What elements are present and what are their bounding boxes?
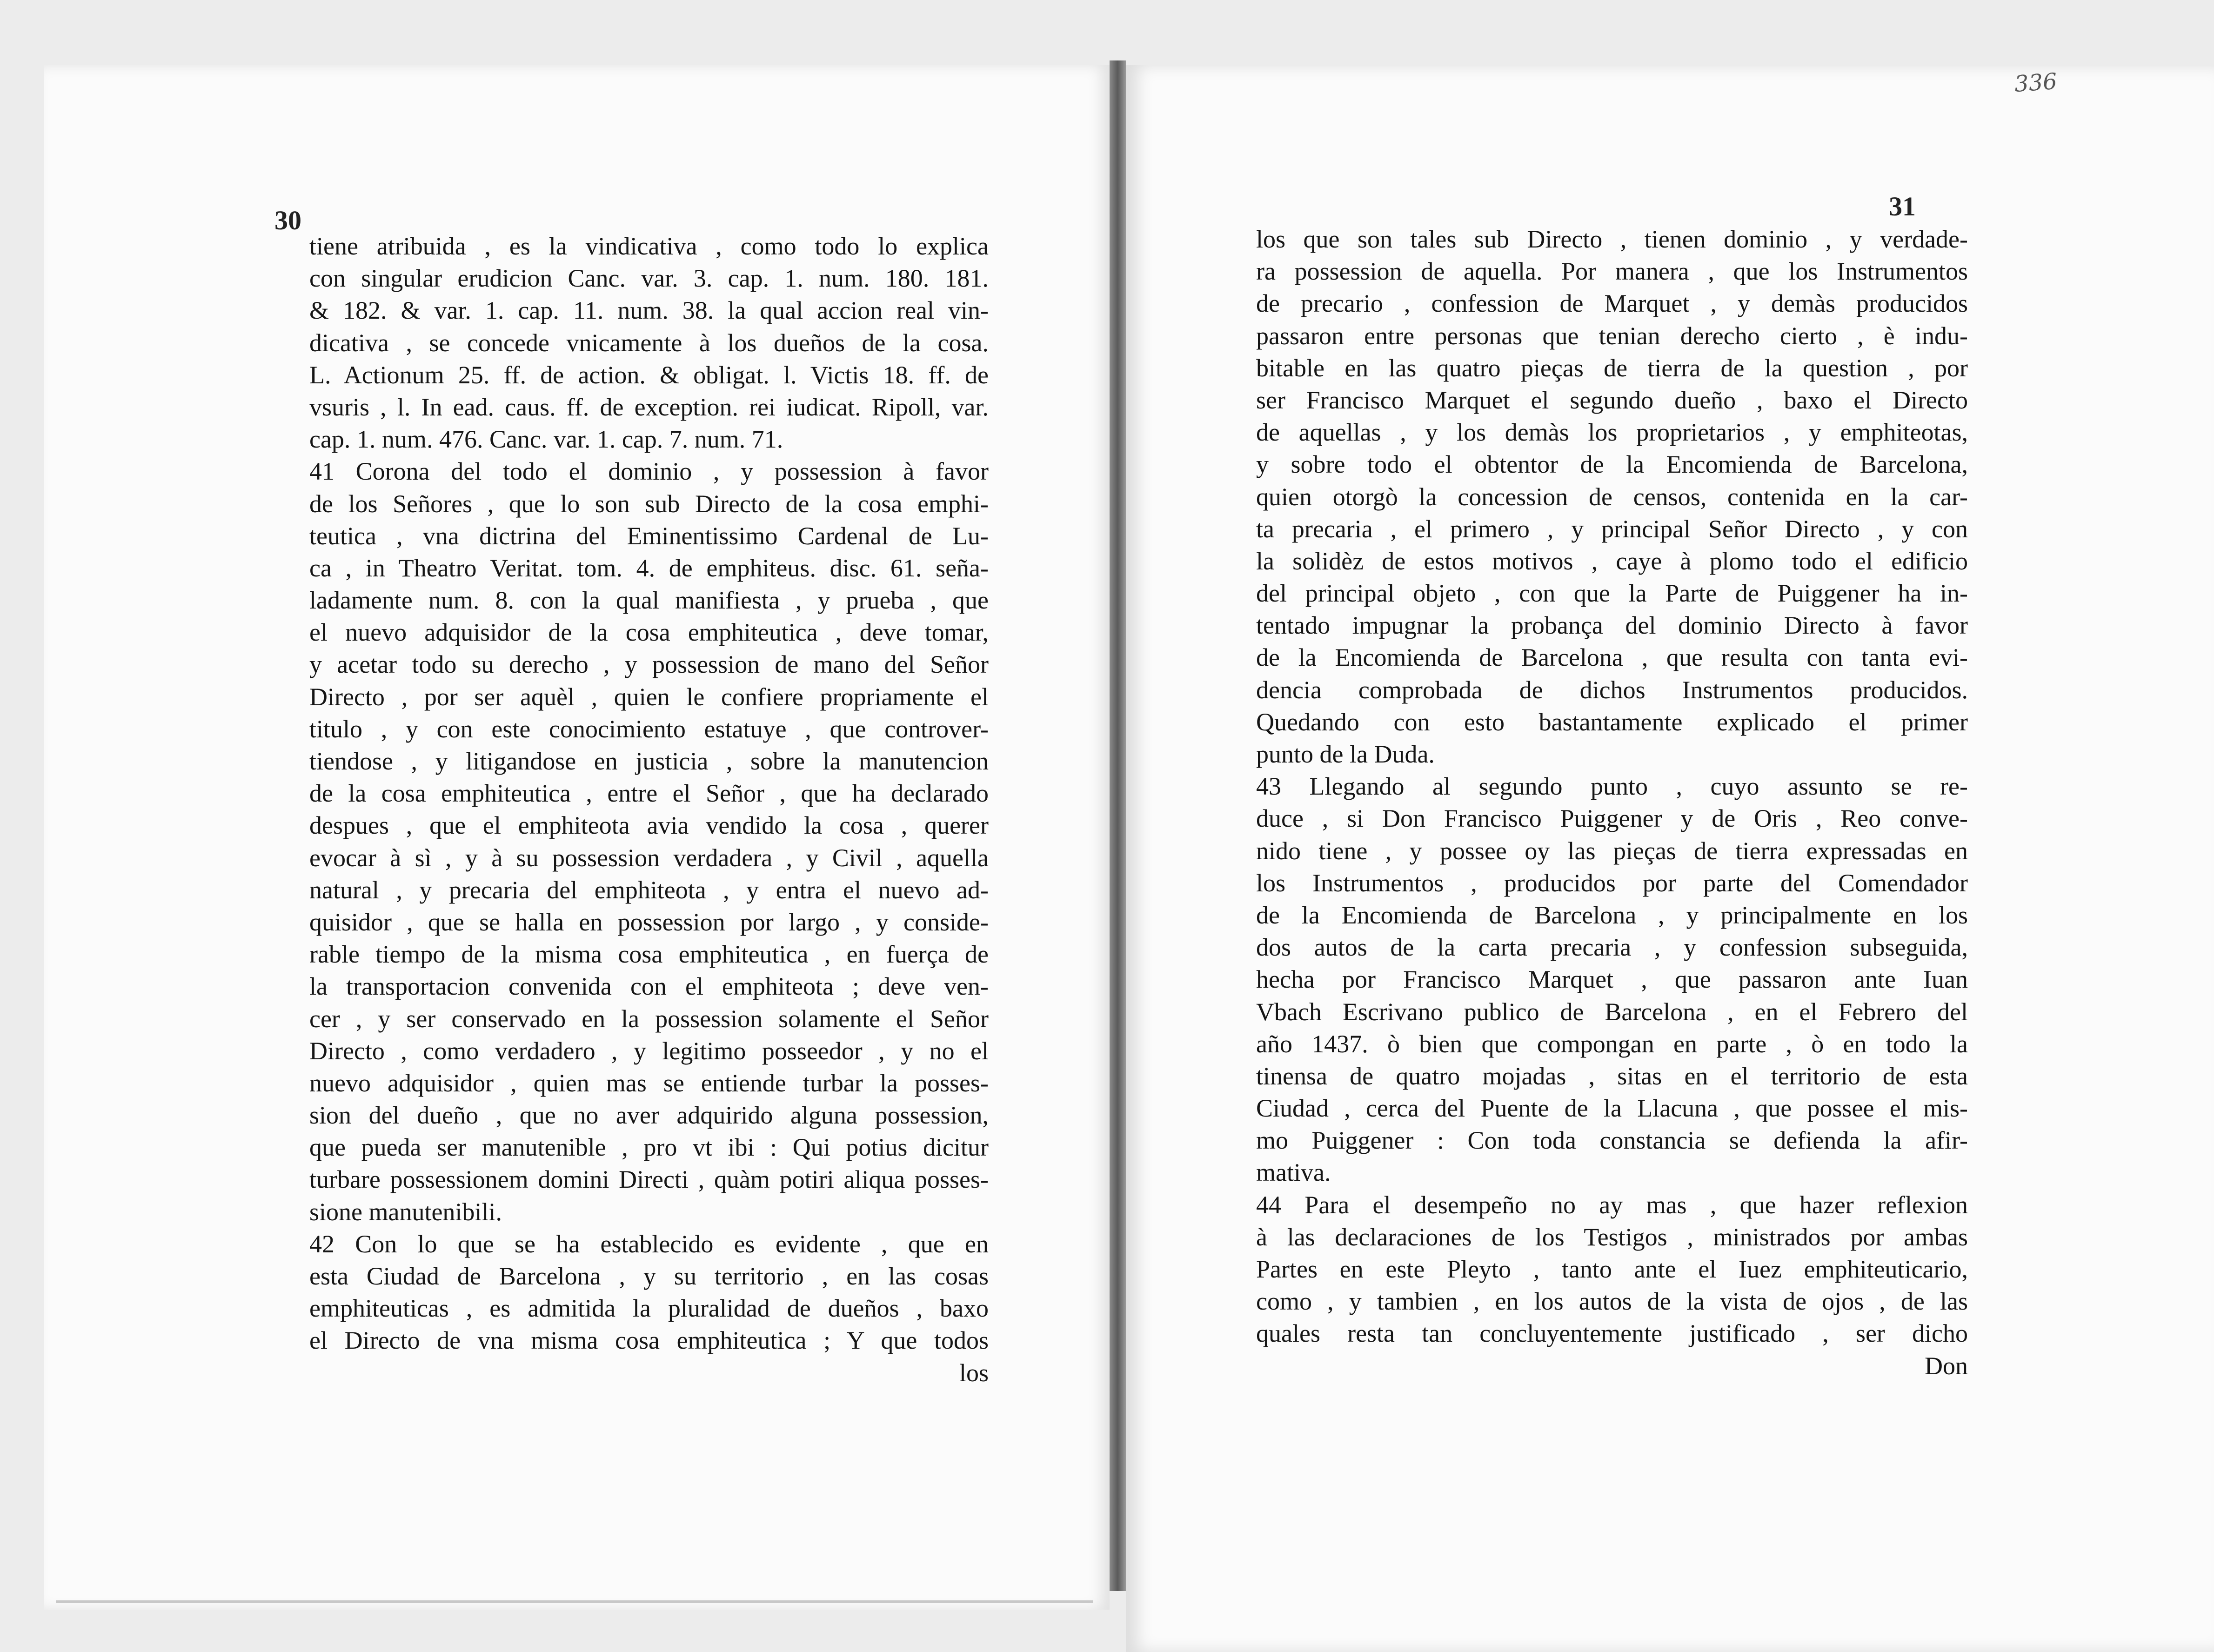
book-gutter <box>1110 60 1126 1591</box>
page-edge <box>56 1600 1093 1603</box>
right-text-line: duce , si Don Francisco Puiggener y de Oris , Reo conve- <box>1256 804 1968 833</box>
left-text-column <box>309 230 989 1389</box>
left-text-line: & 182. & var. 1. cap. 11. num. 38. la qual accion real vin- <box>309 296 989 325</box>
right-text-line: Vbach Escrivano publico de Barcelona , en el Febrero del <box>1256 997 1968 1026</box>
right-text-line: mativa. <box>1256 1158 1331 1187</box>
right-text-line: ser Francisco Marquet el segundo dueño , baxo el Directo <box>1256 386 1968 414</box>
left-text-line: tiene atribuida , es la vindicativa , como todo lo explica <box>309 232 989 260</box>
handwritten-folio-number: 336 <box>2013 68 2058 98</box>
right-text-line: quales resta tan concluyentemente justificado , ser dicho <box>1256 1319 1968 1348</box>
left-text-line: esta Ciudad de Barcelona , y su territorio , en las cosas <box>309 1262 989 1290</box>
left-text-line: tiendose , y litigandose en justicia , sobre la manutencion <box>309 747 989 775</box>
right-text-line: Ciudad , cerca del Puente de la Llacuna , que possee el mis- <box>1256 1094 1968 1123</box>
left-text-line: 42 Con lo que se ha establecido es evidente , que en <box>309 1230 989 1258</box>
left-text-line: sione manutenibili. <box>309 1197 502 1226</box>
right-text-line: los Instrumentos , producidos por parte del Comendador <box>1256 869 1968 897</box>
right-text-line: Quedando con esto bastantamente explicado el primer <box>1256 708 1968 736</box>
left-text-line: titulo , y con este conocimiento estatuye , que controver- <box>309 715 989 743</box>
right-text-line: tinensa de quatro mojadas , sitas en el territorio de esta <box>1256 1062 1968 1090</box>
right-text-line: tentado impugnar la probança del dominio Directo à favor <box>1256 611 1968 640</box>
right-text-column <box>1256 223 1968 1382</box>
left-text-line: la transportacion convenida con el emphiteota ; deve ven- <box>309 972 989 1001</box>
right-text-line: ta precaria , el primero , y principal Señor Directo , y con <box>1256 515 1968 543</box>
right-text-line: nido tiene , y possee oy las pieças de tierra expressadas en <box>1256 836 1968 865</box>
left-text-line: dicativa , se concede vnicamente à los dueños de la cosa. <box>309 328 989 357</box>
right-text-line: de la Encomienda de Barcelona , y principalmente en los <box>1256 901 1968 929</box>
left-text-line: que pueda ser manutenible , pro vt ibi : Qui potius dicitur <box>309 1133 989 1162</box>
left-text-line: sion del dueño , que no aver adquirido alguna possession, <box>309 1101 989 1130</box>
right-text-line: 43 Llegando al segundo punto , cuyo assunto se re- <box>1256 772 1968 801</box>
right-text-line: punto de la Duda. <box>1256 740 1435 768</box>
right-page-number: 31 <box>1889 191 1916 221</box>
right-text-line: la solidèz de estos motivos , caye à plomo todo el edificio <box>1256 547 1968 575</box>
right-text-line: ra possession de aquella. Por manera , que los Instrumentos <box>1256 257 1968 286</box>
left-text-line: evocar à sì , y à su possession verdadera , y Civil , aquella <box>309 843 989 872</box>
right-text-line: de la Encomienda de Barcelona , que resulta con tanta evi- <box>1256 643 1968 672</box>
left-text-line: de los Señores , que lo son sub Directo de la cosa emphi- <box>309 489 989 518</box>
left-text-line: cap. 1. num. 476. Canc. var. 1. cap. 7. num. 71. <box>309 425 783 454</box>
right-text-line: passaron entre personas que tenian derecho cierto , è indu- <box>1256 321 1968 350</box>
right-text-line: 44 Para el desempeño no ay mas , que hazer reflexion <box>1256 1191 1968 1219</box>
left-page-number: 30 <box>274 205 301 235</box>
right-text-line: de aquellas , y los demàs los proprietarios , y emphiteotas, <box>1256 418 1968 447</box>
left-text-line: 41 Corona del todo el dominio , y possession à favor <box>309 457 989 486</box>
right-text-line: dos autos de la carta precaria , y confession subseguida, <box>1256 933 1968 962</box>
left-text-line: L. Actionum 25. ff. de action. & obligat. l. Victis 18. ff. de <box>309 361 989 389</box>
left-text-line: rable tiempo de la misma cosa emphiteutica , en fuerça de <box>309 940 989 969</box>
right-text-line: quien otorgò la concession de censos, contenida en la car- <box>1256 482 1968 511</box>
right-text-line: à las declaraciones de los Testigos , ministrados por ambas <box>1256 1223 1968 1251</box>
right-text-line: bitable en las quatro pieças de tierra de la question , por <box>1256 354 1968 382</box>
right-text-line: del principal objeto , con que la Parte de Puiggener ha in- <box>1256 579 1968 608</box>
left-text-line: con singular erudicion Canc. var. 3. cap. 1. num. 180. 181. <box>309 264 989 293</box>
right-text-line: mo Puiggener : Con toda constancia se defienda la afir- <box>1256 1126 1968 1155</box>
right-text-line: hecha por Francisco Marquet , que passaron ante Iuan <box>1256 965 1968 994</box>
left-text-line: los <box>959 1358 989 1387</box>
left-text-line: vsuris , l. In ead. caus. ff. de exception. rei iudicat. Ripoll, var. <box>309 393 989 421</box>
left-text-line: turbare possessionem domini Directi , quàm potiri aliqua posses- <box>309 1165 989 1194</box>
left-text-line: y acetar todo su derecho , y possession de mano del Señor <box>309 650 989 679</box>
left-text-line: el Directo de vna misma cosa emphiteutica ; Y que todos <box>309 1326 989 1355</box>
left-text-line: el nuevo adquisidor de la cosa emphiteutica , deve tomar, <box>309 618 989 647</box>
left-text-line: Directo , por ser aquèl , quien le confiere propriamente el <box>309 682 989 711</box>
right-text-line: como , y tambien , en los autos de la vista de ojos , de las <box>1256 1287 1968 1316</box>
left-text-line: ladamente num. 8. con la qual manifiesta , y prueba , que <box>309 586 989 615</box>
left-text-line: cer , y ser conservado en la possession solamente el Señor <box>309 1004 989 1033</box>
left-text-line: teutica , vna dictrina del Eminentissimo Cardenal de Lu- <box>309 522 989 550</box>
right-text-line: año 1437. ò bien que compongan en parte , ò en todo la <box>1256 1030 1968 1058</box>
left-text-line: ca , in Theatro Veritat. tom. 4. de emphiteus. disc. 61. seña- <box>309 554 989 582</box>
left-text-line: despues , que el emphiteota avia vendido la cosa , querer <box>309 811 989 840</box>
left-text-line: natural , y precaria del emphiteota , y entra el nuevo ad- <box>309 876 989 904</box>
left-text-line: nuevo adquisidor , quien mas se entiende turbar la posses- <box>309 1069 989 1097</box>
left-text-line: emphiteuticas , es admitida la pluralidad de dueños , baxo <box>309 1294 989 1323</box>
right-text-line: Don <box>1925 1351 1968 1380</box>
left-text-line: Directo , como verdadero , y legitimo posseedor , y no el <box>309 1037 989 1065</box>
right-text-line: los que son tales sub Directo , tienen dominio , y verdade- <box>1256 225 1968 253</box>
right-text-line: y sobre todo el obtentor de la Encomienda de Barcelona, <box>1256 450 1968 479</box>
left-text-line: quisidor , que se halla en possession por largo , y conside- <box>309 908 989 936</box>
right-text-line: dencia comprobada de dichos Instrumentos producidos. <box>1256 676 1968 704</box>
left-text-line: de la cosa emphiteutica , entre el Señor , que ha declarado <box>309 779 989 808</box>
right-text-line: de precario , confession de Marquet , y demàs producidos <box>1256 289 1968 318</box>
right-text-line: Partes en este Pleyto , tanto ante el Iuez emphiteuticario, <box>1256 1255 1968 1283</box>
